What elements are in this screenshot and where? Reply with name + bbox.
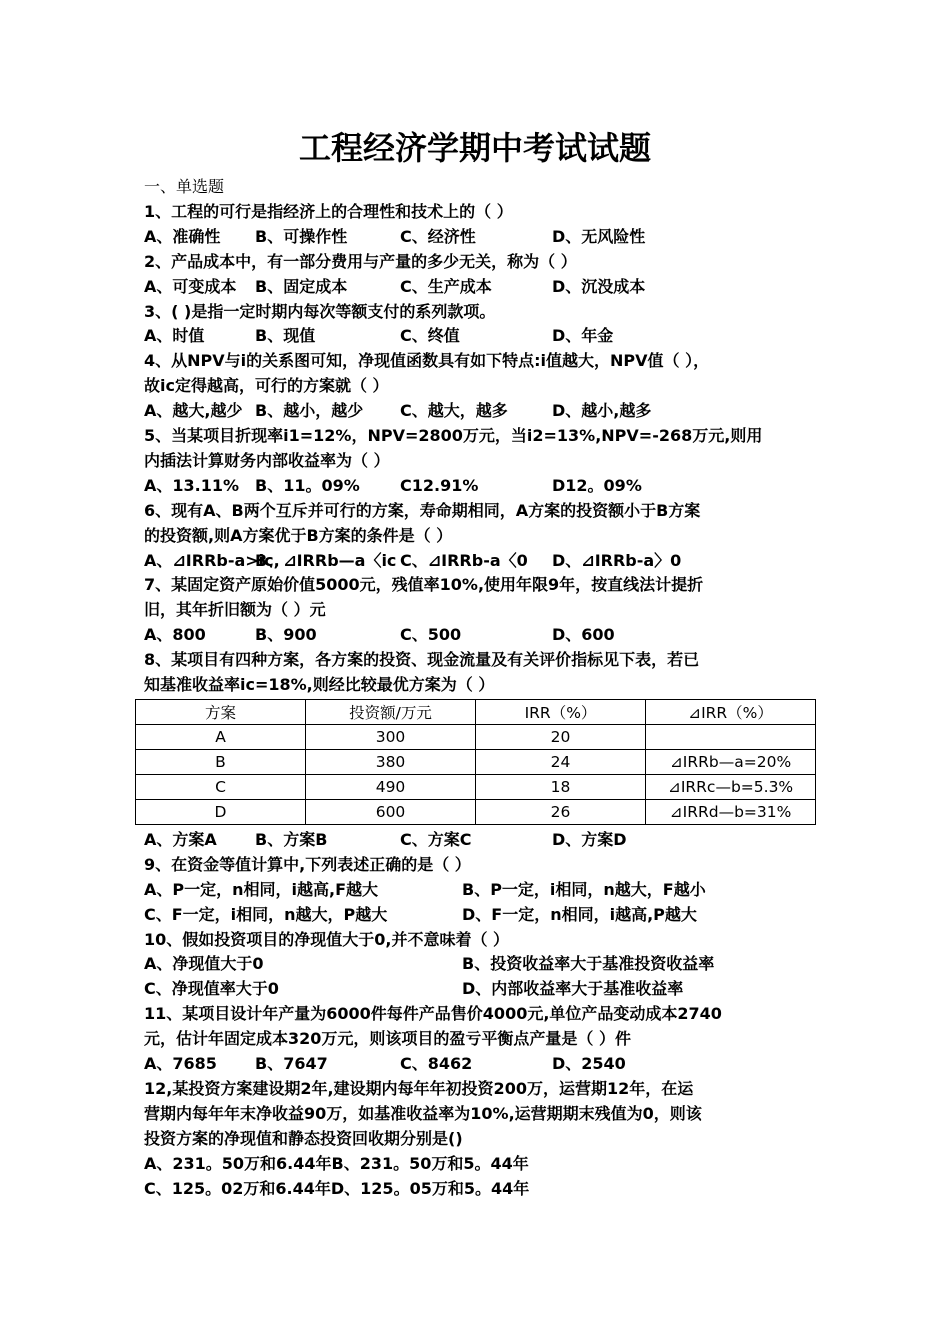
table-cell: 24 [476,749,646,774]
question-stem: 7、某固定资产原始价值5000元，残值率10%,使用年限9年，按直线法计提折 [144,575,704,595]
table-row [136,749,816,774]
question-stem: 4、从NPV与i的关系图可知，净现值函数具有如下特点:i值越大，NPV值（ ）， [144,351,710,371]
table-cell [646,724,816,749]
option-d: D、年金 [552,326,614,346]
question-stem: 投资方案的净现值和静态投资回收期分别是() [144,1128,463,1148]
question-stem: 6、现有A、B两个互斥并可行的方案，寿命期相同，A方案的投资额小于B方案 [144,500,701,520]
table-cell: 380 [306,749,476,774]
option-a: A、⊿IRRb-a>ic, [144,550,280,570]
table-header: 投资额/万元 [306,699,476,724]
option-c: C、终值 [400,326,460,346]
option-c: C、⊿IRRb-a〈0 [400,550,528,570]
option-a: A、时值 [144,326,205,346]
table-cell: 490 [306,774,476,799]
table-cell: 18 [476,774,646,799]
option-b: B、7647 [255,1054,328,1073]
question-stem: 内插法计算财务内部收益率为（ ） [144,450,390,470]
question-stem: 旧，其年折旧额为（ ）元 [144,600,326,620]
table-cell: B [136,749,306,774]
question-stem: 的投资额,则A方案优于B方案的条件是（ ） [144,525,453,545]
question-stem: 故ic定得越高，可行的方案就（ ） [144,376,389,396]
option-b: B、越小，越少 [255,401,364,421]
table-cell: ⊿IRRd—b=31% [646,799,816,824]
option-a: A、方案A [144,829,217,849]
option-d: D、越小,越多 [552,401,652,421]
option-b: B、P一定，i相同，n越大，F越小 [462,879,706,899]
question-stem: 8、某项目有四种方案，各方案的投资、现金流量及有关评价指标见下表，若已 [144,650,700,670]
option-d: D、无风险性 [552,226,646,246]
question-stem: 5、当某项目折现率i1=12%，NPV=2800万元，当i2=13%,NPV=-268万元,则用 [144,426,763,445]
table-cell: ⊿IRRc—b=5.3% [646,774,816,799]
option-a: A、231。50万和6.44年B、231。50万和5。44年 [144,1153,529,1173]
option-b: B、11。09% [255,475,360,495]
option-c: C、500 [400,625,462,645]
table-header: ⊿IRR（%） [646,699,816,724]
option-a: A、可变成本 [144,276,237,296]
table-cell: D [136,799,306,824]
option-c: C12.91% [400,475,479,495]
option-a: A、净现值大于0 [144,954,264,974]
option-a: A、越大,越少 [144,401,243,421]
table-header: IRR（%） [476,699,646,724]
option-c: C、生产成本 [400,276,492,296]
table-header: 方案 [136,699,306,724]
option-b: B、⊿IRRb—a〈ic [255,550,397,570]
table-cell: 600 [306,799,476,824]
option-a: A、P一定，n相同，i越高,F越大 [144,879,378,899]
option-b: B、固定成本 [255,276,348,296]
option-d: D、⊿IRRb-a〉0 [552,550,682,570]
page-title: 工程经济学期中考试试题 [298,129,651,167]
question-stem: 10、假如投资项目的净现值大于0,并不意味着（ ） [144,929,510,949]
option-d: D、方案D [552,829,627,849]
option-b: B、投资收益率大于基准投资收益率 [462,954,715,974]
question-stem: 11、某项目设计年产量为6000件每件产品售价4000元,单位产品变动成本2740 [144,1004,722,1024]
question-stem: 2、产品成本中，有一部分费用与产量的多少无关，称为（ ） [144,251,577,271]
option-d: D、600 [552,625,615,645]
question-stem: 知基准收益率ic=18%,则经比较最优方案为（ ） [144,675,495,694]
option-b: B、900 [255,625,317,645]
option-a: C、F一定，i相同，n越大，P越大 [144,904,388,924]
section-heading: 一、单选题 [144,177,225,196]
table-cell: ⊿IRRb—a=20% [646,749,816,774]
table-cell: 20 [476,724,646,749]
table-cell: C [136,774,306,799]
table-row [136,774,816,799]
option-c: C、方案C [400,829,472,849]
question-stem: 1、工程的可行是指经济上的合理性和技术上的（ ） [144,201,513,221]
option-b: B、可操作性 [255,226,348,246]
table-cell: 26 [476,799,646,824]
option-a: A、800 [144,625,206,645]
table-cell: 300 [306,724,476,749]
table-header-row [136,699,816,724]
question-stem: 元，估计年固定成本320万元，则该项目的盈亏平衡点产量是（ ）件 [144,1029,631,1049]
option-b: B、方案B [255,829,328,849]
table-cell: A [136,724,306,749]
option-d: D12。09% [552,475,642,495]
question-stem: 9、在资金等值计算中,下列表述正确的是（ ） [144,854,471,874]
table-row [136,799,816,824]
option-b: D、F一定，n相同，i越高,P越大 [462,904,697,924]
option-c: C、8462 [400,1054,473,1073]
option-c: C、经济性 [400,226,476,246]
table-row [136,724,816,749]
option-b: D、内部收益率大于基准收益率 [462,979,684,999]
option-d: D、2540 [552,1054,626,1073]
option-d: D、沉没成本 [552,276,646,296]
question-stem: 12,某投资方案建设期2年,建设期内每年年初投资200万，运营期12年，在运 [144,1078,694,1098]
question-stem: 营期内每年年末净收益90万，如基准收益率为10%,运营期期末残值为0，则该 [144,1103,702,1123]
option-b: B、现值 [255,326,316,346]
comparison-table [135,699,816,825]
option-a: A、准确性 [144,226,221,246]
option-a: A、13.11% [144,475,240,495]
question-stem: 3、( )是指一定时期内每次等额支付的系列款项。 [144,301,496,321]
option-a: C、净现值率大于0 [144,979,279,999]
option-a: A、7685 [144,1054,217,1073]
option-c: C、越大，越多 [400,401,508,421]
option-a: C、125。02万和6.44年D、125。05万和5。44年 [144,1178,530,1198]
